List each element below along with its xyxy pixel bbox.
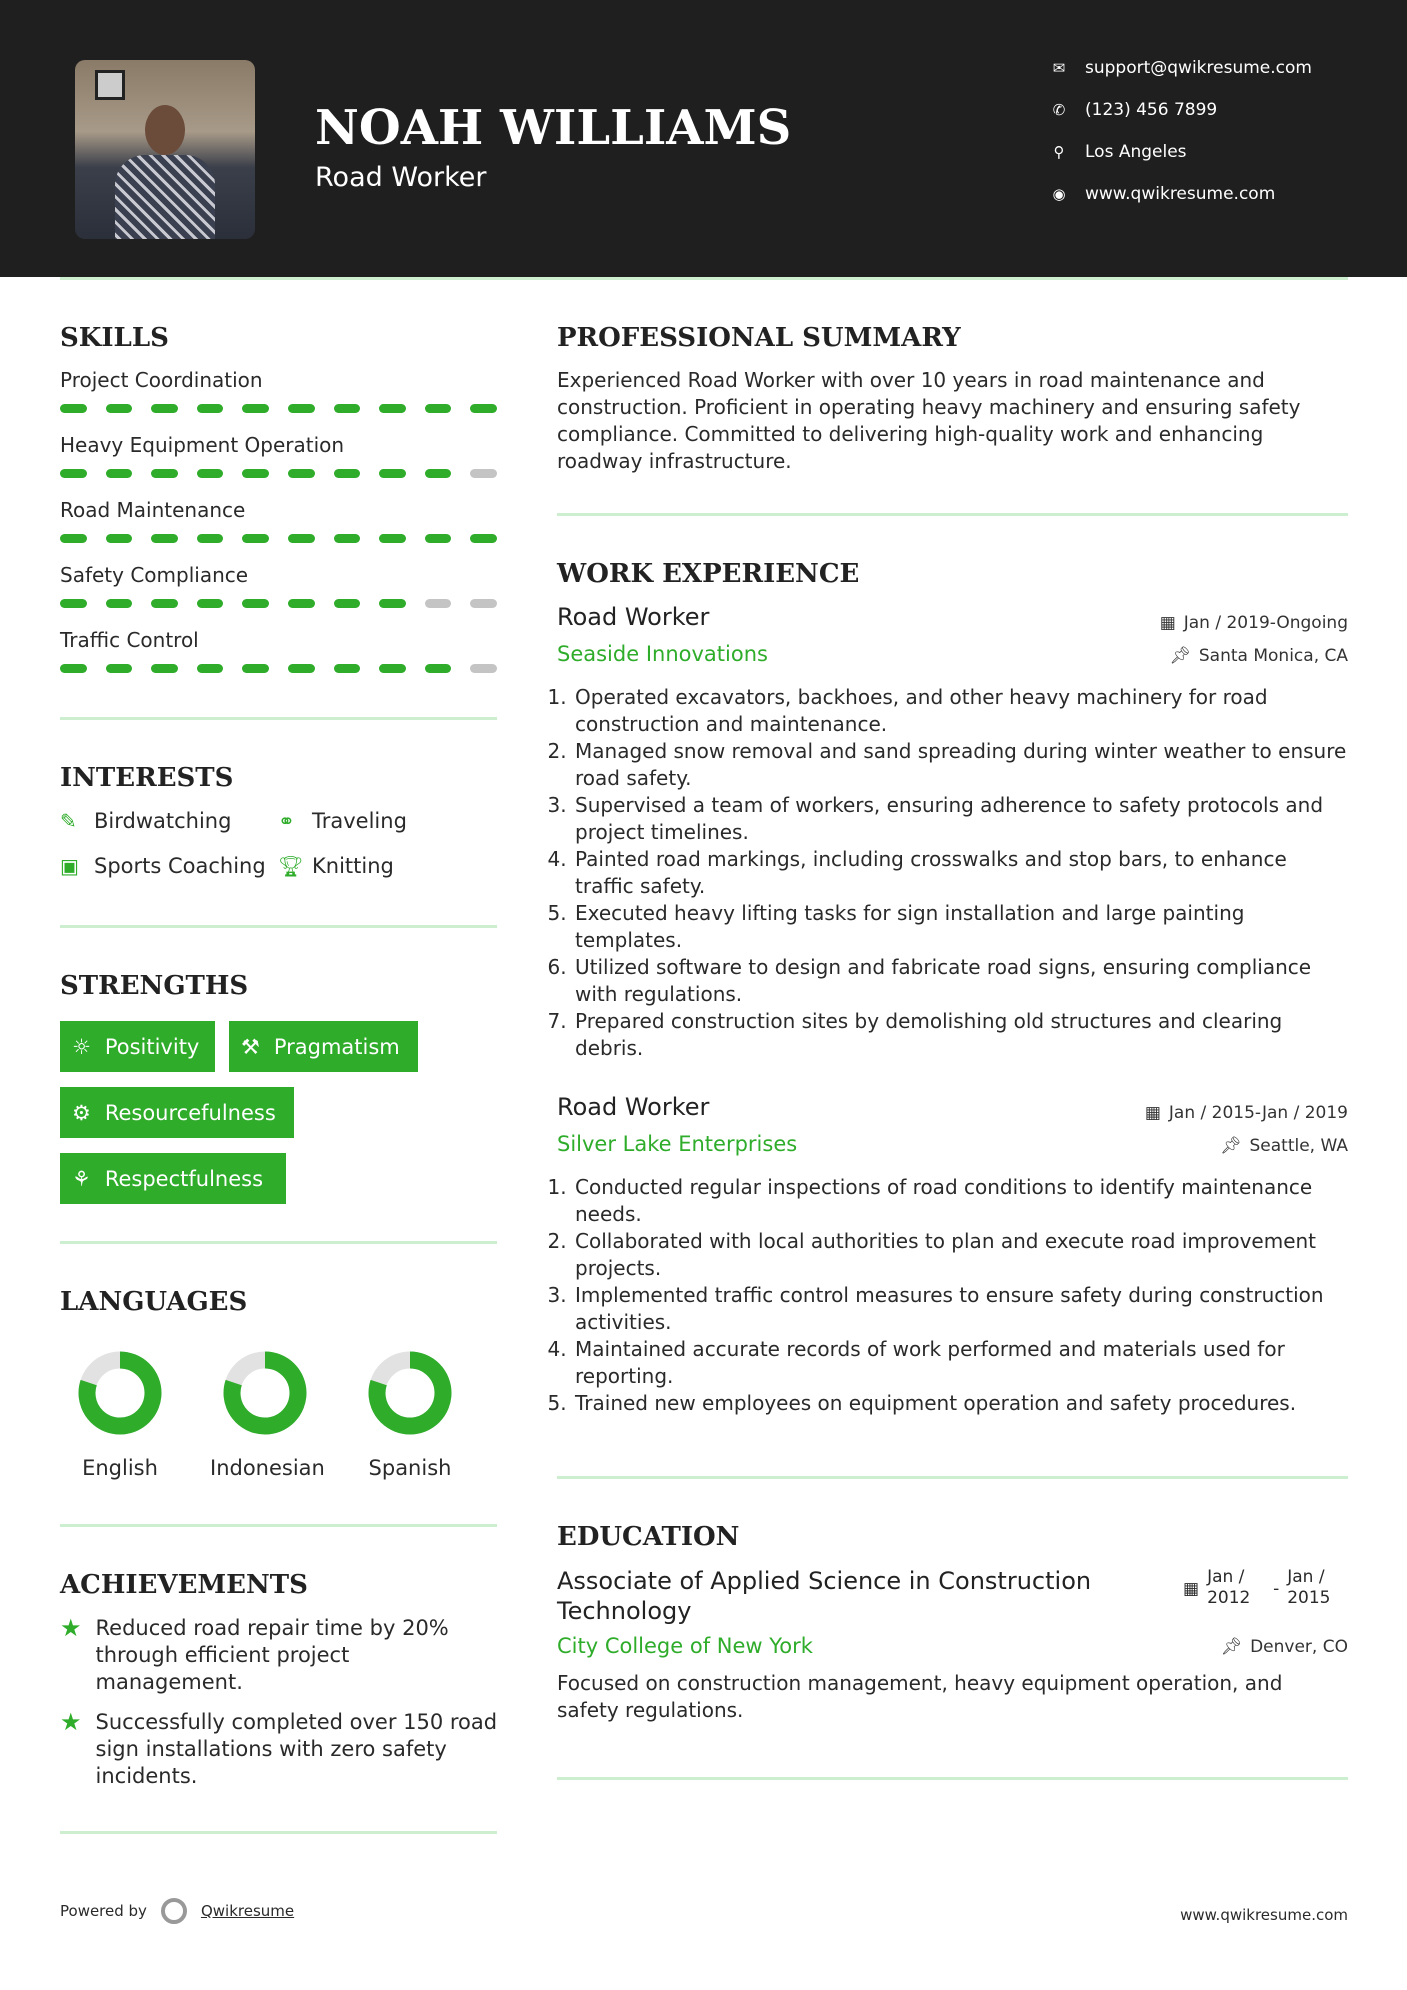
strength-label: Respectfulness	[104, 1166, 264, 1191]
school-location	[1221, 1637, 1349, 1657]
skill-level-dash	[151, 599, 178, 608]
candidate-title: Road Worker	[315, 162, 487, 193]
envelope-icon: ✉	[1052, 59, 1066, 77]
skill-level-dash	[106, 534, 133, 543]
skill-label: Project Coordination	[60, 368, 263, 392]
skill-level-dash	[379, 599, 406, 608]
skills-heading: SKILLS	[60, 323, 169, 353]
skill-level-dash	[425, 599, 452, 608]
skill-level-dash	[470, 404, 497, 413]
skill-level-dash	[242, 599, 269, 608]
responsibility-item: 2. Managed snow removal and sand spreading during winter weather to ensure road safety.	[573, 738, 1350, 792]
skill-level-dash	[106, 599, 133, 608]
candidate-name: NOAH WILLIAMS	[315, 100, 792, 156]
strength-badge	[229, 1021, 418, 1072]
skill-level-dash	[288, 599, 315, 608]
skill-level-dash	[288, 469, 315, 478]
handshake-icon: ⚘	[72, 1166, 91, 1191]
briefcase-icon: ▣	[60, 854, 79, 878]
profile-photo	[75, 60, 255, 239]
skill-level-dash	[60, 534, 87, 543]
languages-list	[65, 1348, 465, 1480]
summary-heading: PROFESSIONAL SUMMARY	[557, 323, 961, 353]
calendar-icon: ▦	[1144, 1103, 1161, 1123]
map-marker-icon: ⚲	[1053, 143, 1065, 161]
job-title: Road Worker	[557, 1093, 710, 1121]
language-item	[355, 1348, 465, 1480]
skill-level-dash	[425, 664, 452, 673]
responsibility-item: 7. Prepared construction sites by demolishing old structures and clearing debris.	[573, 1008, 1350, 1062]
qwikresume-logo-icon	[161, 1898, 187, 1924]
responsibility-item: 4. Painted road markings, including crosswalks and stop bars, to enhance traffic safety.	[573, 846, 1350, 900]
job-responsibilities	[555, 684, 1350, 1062]
start-date: Jan / 2012	[1207, 1567, 1251, 1608]
pin-icon: 📌︎	[1219, 1136, 1242, 1156]
job-location	[1169, 646, 1348, 666]
achievement-item	[60, 1709, 500, 1790]
skill-level-dash	[60, 404, 87, 413]
skill-item	[60, 433, 497, 498]
education-dates	[1183, 1567, 1335, 1609]
calendar-icon: ▦	[1183, 1579, 1200, 1599]
job-dates	[1145, 1103, 1348, 1123]
job-dates	[1160, 613, 1348, 633]
gears-icon: ⚙	[72, 1100, 91, 1125]
footer-url[interactable]: www.qwikresume.com	[1180, 1906, 1348, 1924]
skill-level-dash	[197, 534, 224, 543]
responsibility-item: 6. Utilized software to design and fabricate road signs, ensuring compliance with regulations.	[573, 954, 1350, 1008]
sun-icon: ☼	[72, 1034, 91, 1059]
strength-label: Positivity	[104, 1034, 200, 1059]
location-text: Santa Monica, CA	[1198, 646, 1348, 666]
achievements-heading: ACHIEVEMENTS	[60, 1570, 308, 1600]
contact-email[interactable]	[1051, 58, 1312, 78]
job-responsibilities	[555, 1174, 1350, 1417]
interest-item	[60, 854, 266, 878]
education-heading: EDUCATION	[557, 1522, 740, 1552]
job-title: Road Worker	[557, 603, 710, 631]
globe-icon: ◉	[1052, 185, 1066, 203]
company-name: Silver Lake Enterprises	[557, 1132, 798, 1156]
skill-item	[60, 368, 497, 433]
skill-level-dash	[242, 469, 269, 478]
calendar-icon: ▦	[1159, 613, 1176, 633]
languages-heading: LANGUAGES	[60, 1287, 248, 1317]
skill-level-dash	[151, 664, 178, 673]
location-text: Denver, CO	[1250, 1637, 1348, 1657]
achievement-item	[60, 1615, 500, 1696]
skill-level-dash	[334, 534, 361, 543]
brand-link[interactable]: Qwikresume	[200, 1902, 295, 1920]
section-divider	[557, 1476, 1348, 1479]
skill-level-bar	[60, 469, 497, 478]
star-icon: ★	[60, 1708, 82, 1736]
language-label: Spanish	[368, 1456, 452, 1480]
language-label: English	[82, 1456, 158, 1480]
skill-level-dash	[470, 599, 497, 608]
skill-level-dash	[60, 664, 87, 673]
strength-badge	[60, 1087, 294, 1138]
skill-level-dash	[470, 664, 497, 673]
skill-level-bar	[60, 664, 497, 673]
skill-level-dash	[197, 404, 224, 413]
responsibility-item: 3. Supervised a team of workers, ensuring adherence to safety protocols and project timelines.	[573, 792, 1350, 846]
pin-icon: 📌︎	[1220, 1637, 1243, 1657]
trophy-icon: 🏆︎	[278, 854, 304, 878]
achievement-text: Successfully completed over 150 road sign installations with zero safety incidents.	[95, 1710, 498, 1788]
section-divider	[557, 1777, 1348, 1780]
job-location	[1220, 1136, 1348, 1156]
gavel-icon: ⚒	[241, 1034, 260, 1059]
skill-level-dash	[334, 469, 361, 478]
skill-item	[60, 563, 497, 628]
skill-level-dash	[106, 469, 133, 478]
section-divider	[557, 513, 1348, 516]
section-divider	[60, 925, 497, 928]
responsibility-item: 1. Conducted regular inspections of road conditions to identify maintenance needs.	[573, 1174, 1350, 1228]
skill-level-dash	[106, 664, 133, 673]
interest-label: Sports Coaching	[94, 854, 266, 878]
responsibility-item: 5. Trained new employees on equipment operation and safety procedures.	[573, 1390, 1350, 1417]
skill-level-dash	[379, 534, 406, 543]
skill-level-dash	[242, 404, 269, 413]
skill-level-bar	[60, 599, 497, 608]
powered-by-label: Powered by	[60, 1902, 147, 1920]
location-text: Seattle, WA	[1249, 1136, 1348, 1156]
phone-icon: ✆	[1052, 101, 1066, 119]
responsibility-item: 1. Operated excavators, backhoes, and other heavy machinery for road construction and maintenance.	[573, 684, 1350, 738]
skill-level-dash	[242, 534, 269, 543]
interests-heading: INTERESTS	[60, 763, 234, 793]
interest-label: Birdwatching	[94, 809, 232, 833]
skill-level-dash	[288, 664, 315, 673]
pin-icon: 📌︎	[1169, 646, 1191, 666]
contact-text: (123) 456 7899	[1085, 100, 1218, 120]
school-name: City College of New York	[557, 1634, 813, 1658]
edit-icon: ✎	[60, 809, 77, 833]
skill-level-dash	[197, 469, 224, 478]
interest-item	[60, 809, 231, 833]
skill-label: Heavy Equipment Operation	[60, 433, 345, 457]
summary-text: Experienced Road Worker with over 10 years in road maintenance and construction. Proficient in operating heavy machinery and ensuring safety compliance. Committed to delivering high-quality work and enhancing roadway infrastructure.	[557, 368, 1301, 473]
skill-level-dash	[197, 599, 224, 608]
language-donut	[210, 1348, 320, 1438]
contact-website[interactable]	[1051, 184, 1275, 204]
contact-text: support@qwikresume.com	[1085, 58, 1312, 78]
degree-title: Associate of Applied Science in Construction Technology	[557, 1567, 1092, 1625]
skill-level-dash	[288, 534, 315, 543]
language-donut	[355, 1348, 465, 1438]
strength-badge	[60, 1021, 215, 1072]
skill-item	[60, 498, 497, 563]
interest-item	[278, 809, 407, 833]
star-icon: ★	[60, 1614, 82, 1642]
strengths-heading: STRENGTHS	[60, 971, 249, 1001]
skill-label: Safety Compliance	[60, 563, 249, 587]
skill-level-bar	[60, 534, 497, 543]
skill-label: Road Maintenance	[60, 498, 246, 522]
responsibility-item: 4. Maintained accurate records of work performed and materials used for reporting.	[573, 1336, 1350, 1390]
skill-level-dash	[470, 534, 497, 543]
skill-level-dash	[379, 469, 406, 478]
strength-badge	[60, 1153, 286, 1204]
section-divider	[60, 1831, 497, 1834]
language-item	[65, 1348, 175, 1480]
contact-location	[1051, 142, 1187, 162]
achievement-text: Reduced road repair time by 20% through efficient project management.	[95, 1616, 449, 1694]
skill-item	[60, 628, 497, 693]
skill-level-dash	[151, 404, 178, 413]
experience-heading: WORK EXPERIENCE	[557, 559, 860, 589]
interest-label: Knitting	[312, 854, 394, 878]
language-item	[210, 1348, 325, 1480]
skill-level-dash	[197, 664, 224, 673]
skill-level-dash	[425, 404, 452, 413]
skill-level-bar	[60, 404, 497, 413]
skill-level-dash	[151, 469, 178, 478]
education-description: Focused on construction management, heavy equipment operation, and safety regulations.	[557, 1671, 1283, 1722]
responsibility-item: 3. Implemented traffic control measures to ensure safety during construction activities.	[573, 1282, 1350, 1336]
contact-phone	[1051, 100, 1217, 120]
skill-level-dash	[242, 664, 269, 673]
company-name: Seaside Innovations	[557, 642, 768, 666]
contact-text: Los Angeles	[1085, 142, 1187, 162]
skill-level-dash	[379, 404, 406, 413]
section-divider	[60, 717, 497, 720]
language-donut	[65, 1348, 175, 1438]
skill-level-dash	[425, 469, 452, 478]
contact-text: www.qwikresume.com	[1085, 184, 1276, 204]
skill-level-dash	[334, 404, 361, 413]
interest-item	[278, 854, 394, 878]
date-separator: -	[1273, 1579, 1280, 1599]
end-date: Jan / 2015	[1287, 1567, 1331, 1608]
skill-level-dash	[334, 599, 361, 608]
skill-level-dash	[470, 469, 497, 478]
skill-label: Traffic Control	[60, 628, 199, 652]
responsibility-item: 5. Executed heavy lifting tasks for sign installation and large painting templates.	[573, 900, 1350, 954]
language-label: Indonesian	[210, 1456, 325, 1480]
section-divider	[60, 1241, 497, 1244]
skill-level-dash	[60, 469, 87, 478]
section-divider	[60, 1524, 497, 1527]
responsibility-item: 2. Collaborated with local authorities to plan and execute road improvement projects.	[573, 1228, 1350, 1282]
skill-level-dash	[379, 664, 406, 673]
skill-level-dash	[106, 404, 133, 413]
dates-text: Jan / 2015-Jan / 2019	[1168, 1103, 1348, 1123]
skill-level-dash	[60, 599, 87, 608]
skill-level-dash	[334, 664, 361, 673]
dates-text: Jan / 2019-Ongoing	[1183, 613, 1348, 633]
strength-label: Pragmatism	[273, 1034, 400, 1059]
binoculars-icon: ⚭	[278, 809, 295, 833]
footer-powered	[60, 1898, 294, 1924]
header-divider	[60, 277, 1348, 280]
interest-label: Traveling	[312, 809, 407, 833]
skill-level-dash	[288, 404, 315, 413]
skill-level-dash	[425, 534, 452, 543]
strength-label: Resourcefulness	[104, 1100, 276, 1125]
skill-level-dash	[151, 534, 178, 543]
skills-list	[60, 368, 497, 693]
